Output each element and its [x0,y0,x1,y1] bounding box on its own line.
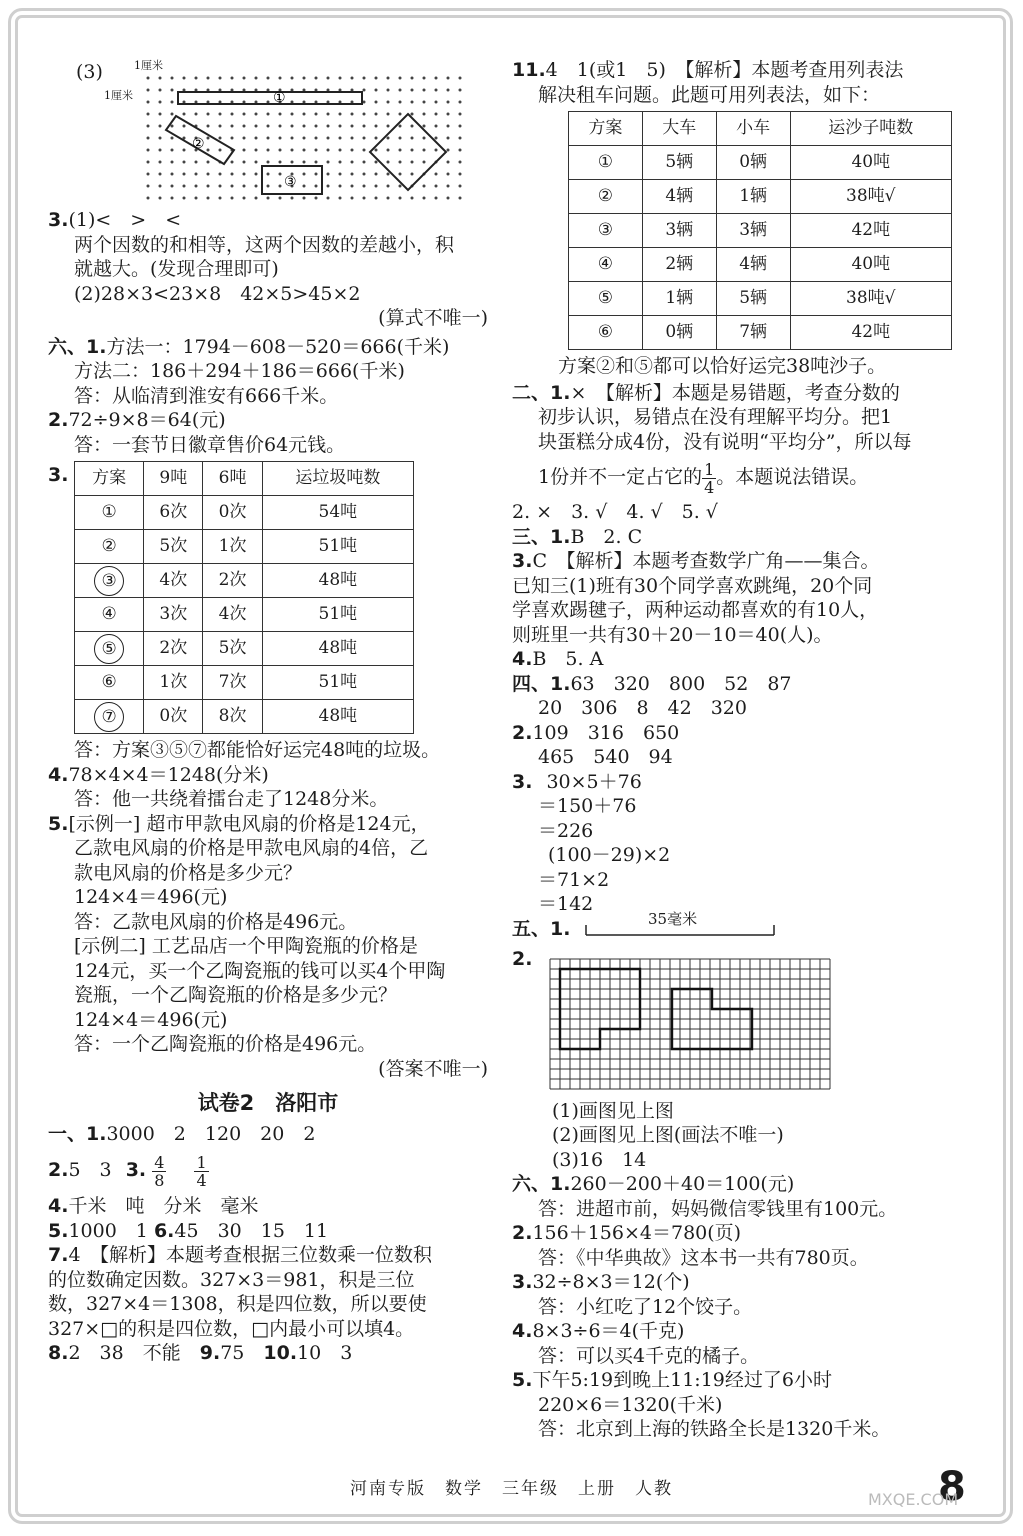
answer-line: 465 540 94 [538,746,673,768]
table-cell: 42吨 [790,316,951,350]
table-cell [75,632,144,666]
answer-line: 4.千米 吨 分米 毫米 [48,1195,259,1217]
answer-line: 答：进超市前，妈妈微信零钱里有100元。 [538,1197,898,1220]
answer-line: 4.B 5. A [512,648,604,670]
table-cell: 48吨 [262,700,413,734]
answer-line: 2. × 3. √ 4. √ 5. √ [512,501,718,523]
answer-line: 的位数确定因数。327×3＝981，积是三位 [48,1268,415,1291]
answer-line: 一、1.3000 2 120 20 2 [48,1122,316,1145]
question-number: 3. [48,464,69,486]
answer-line: 款电风扇的价格是多少元？ [74,861,303,884]
answer-line: ＝142 [538,893,594,915]
table-cell: 5次 [203,632,262,666]
answer-line: 两个因数的和相等，这两个因数的差越小，积 [74,233,455,256]
unit-label: 1厘米 [134,59,163,72]
table-cell: 48吨 [262,564,413,598]
table-cell: 51吨 [262,530,413,564]
table-cell: 2次 [203,564,262,598]
answer-note: (算式不唯一) [378,307,488,329]
table-cell: ⑥ [75,666,144,700]
table-cell: ④ [75,598,144,632]
table-row [569,180,952,214]
dot-grid-figure [48,58,488,208]
answer-line: 答：一套节日徽章售价64元钱。 [74,433,346,456]
fraction: $\frac{1}{4}$ [196,1152,207,1190]
table-cell: 0辆 [642,316,716,350]
table-cell: 48吨 [262,632,413,666]
answer-line: 答：乙款电风扇的价格是496元。 [74,910,358,933]
table-cell: 0辆 [716,146,790,180]
circled-plan: ⑤ [94,634,124,664]
question-number: 2. [512,947,533,970]
answer-line: 220×6＝1320(千米) [538,1393,723,1416]
answer-line: 答：一个乙陶瓷瓶的价格是496元。 [74,1033,377,1055]
table-header: 6吨 [203,462,262,496]
answer-line: 初步认识，易错点在没有理解平均分。把1 [538,406,893,428]
table-cell: 3次 [144,598,203,632]
table-header: 9吨 [144,462,203,496]
section-title: 试卷2 洛阳市 [197,1091,339,1115]
table-cell: 54吨 [262,496,413,530]
answer-line: 六、1.260－200＋40＝100(元) [512,1173,795,1195]
page-footer: 河南专版 数学 三年级 上册 人教 [350,1479,673,1499]
table-cell [75,700,144,734]
answer-line: 11.4 1(或1 5) 【解析】本题考查用列表法 [512,59,904,81]
table-cell: 42吨 [790,214,951,248]
answer-line: 答：从临清到淮安有666千米。 [74,384,339,407]
table-row [75,666,414,700]
answer-line: 答：小红吃了12个饺子。 [538,1295,753,1318]
table-cell: 40吨 [790,248,951,282]
circled-plan: ③ [94,566,124,596]
table-header-row [569,112,952,146]
table-cell: 0次 [203,496,262,530]
truck-table [568,111,952,350]
table-cell: 2辆 [642,248,716,282]
table-cell: 7次 [203,666,262,700]
table-cell: 6次 [144,496,203,530]
figure-label: ② [192,136,205,152]
answer-line: 5.[示例一] 超市甲款电风扇的价格是124元， [48,812,430,835]
answer-line: 1份并不一定占它的 $\frac{1}{4}$ 。本题说法错误。 [538,459,869,497]
table-header: 方案 [75,462,144,496]
table-row [75,564,414,598]
answer-line: 块蛋糕分成4份，没有说明“平均分”，所以每 [538,430,912,453]
answer-line: 4.8×3÷6＝4(千克) [512,1320,685,1342]
answer-line: (1)画图见上图 [552,1099,674,1122]
table-cell: 4次 [144,564,203,598]
answer-line: 327×□的积是四位数，□内最小可以填4。 [48,1317,415,1340]
table-cell: 51吨 [262,598,413,632]
answer-line: [示例二] 工艺品店一个甲陶瓷瓶的价格是 [74,935,418,957]
table-cell: 0次 [144,700,203,734]
answer-line: 3.32÷8×3＝12(个) [512,1271,690,1293]
circled-plan: ⑦ [94,702,124,732]
answer-line: 四、1.63 320 800 52 87 [512,672,792,695]
table-cell: 4辆 [716,248,790,282]
answer-line: 已知三(1)班有30个同学喜欢跳绳，20个同 [512,574,873,597]
answer-line: 答：方案③⑤⑦都能恰好运完48吨的垃圾。 [74,739,441,761]
table-cell: ⑥ [569,316,643,350]
table-cell: 1次 [203,530,262,564]
answer-line: (2)画图见上图(画法不唯一) [552,1124,784,1146]
grid-figure [512,947,967,1099]
table-cell: ② [569,180,643,214]
table-header: 小车 [716,112,790,146]
answer-line: 5.下午5:19到晚上11:19经过了6小时 [512,1369,832,1391]
answer-line: ＝71×2 [538,868,610,891]
table-cell: 5次 [144,530,203,564]
answer-line: 乙款电风扇的价格是甲款电风扇的4倍，乙 [74,837,429,859]
table-cell: 3辆 [716,214,790,248]
table-row [75,598,414,632]
table-cell: 4辆 [642,180,716,214]
answer-line: 124×4＝496(元) [74,886,228,908]
figure-label: ① [273,90,286,106]
page-number: 8 [938,1464,966,1510]
answer-line: 方法二：186＋294＋186＝666(千米) [74,360,405,382]
answer-line: 答：他一共绕着擂台走了1248分米。 [74,788,389,810]
answer-line: 4.78×4×4＝1248(分米) [48,763,269,786]
answer-line: 学喜欢踢毽子，两种运动都喜欢的有10人， [512,599,879,621]
answer-line: 则班里一共有30＋20－10＝40(人)。 [512,623,833,646]
table-cell: 5辆 [716,282,790,316]
answer-line: 8.2 38 不能 9.75 10.10 3 [48,1342,353,1364]
square-grid [542,951,842,1101]
table-cell: 1辆 [716,180,790,214]
answer-line: 2.5 3 3. $\frac{4}{8}$ $\frac{1}{4}$ [48,1152,207,1190]
table-cell: ② [75,530,144,564]
table-cell: 4次 [203,598,262,632]
fraction: $\frac{4}{8}$ [154,1152,165,1190]
table-row [75,632,414,666]
answer-line: 解决租车问题。此题可用列表法，如下： [538,83,881,106]
table-row [75,700,414,734]
question-label: (3) [76,61,103,83]
left-column [48,58,488,1366]
answer-line: 20 306 8 42 320 [538,697,747,719]
table-cell: 38吨√ [790,180,951,214]
table-cell: 1辆 [642,282,716,316]
right-column [512,58,967,1442]
answer-line: 瓷瓶，一个乙陶瓷瓶的价格是多少元？ [74,984,398,1006]
answer-line: (3)16 14 [552,1148,647,1171]
table-cell: 51吨 [262,666,413,700]
watermark: MXQE.COM [868,1490,959,1509]
table-row [75,496,414,530]
table-row [569,248,952,282]
table-cell [75,564,144,598]
answer-line: ＝226 [538,819,594,842]
answer-line: (2)28×3<23×8 42×5>45×2 [74,282,361,305]
fraction: $\frac{1}{4}$ [704,459,715,497]
ruler-line: 五、1. 35毫米 [512,917,967,943]
answer-line: 124×4＝496(元) [74,1008,228,1031]
table-row [75,530,414,564]
figure-label: ③ [284,174,297,190]
table-row [569,146,952,180]
answer-line: 答：北京到上海的铁路全长是1320千米。 [538,1418,891,1440]
table-row [569,214,952,248]
table-cell: ③ [569,214,643,248]
answer-line: 2.109 316 650 [512,721,680,744]
answer-line: 7.4 【解析】本题考查根据三位数乘一位数积 [48,1244,433,1266]
answer-line: 答：可以买4千克的橘子。 [538,1344,760,1367]
answer-line: ＝150＋76 [538,795,637,817]
table-header: 大车 [642,112,716,146]
table-cell: 3辆 [642,214,716,248]
table-row [569,316,952,350]
answer-line: 124元，买一个乙陶瓷瓶的钱可以买4个甲陶 [74,959,446,982]
answer-line: 三、1.B 2. C [512,525,643,548]
table-header-row [75,462,414,496]
answer-line: 5.1000 1 6.45 30 15 11 [48,1219,329,1242]
garbage-table-block [48,461,488,734]
dot-grid [48,58,468,208]
answer-line: 答：《中华典故》这本书一共有780页。 [538,1246,869,1269]
table-cell: 8次 [203,700,262,734]
table-cell: 2次 [144,632,203,666]
table-cell: 40吨 [790,146,951,180]
answer-line: 六、1.方法一：1794－608－520＝666(千米) [48,335,450,358]
answer-line: 方案②和⑤都可以恰好运完38吨沙子。 [558,355,887,377]
table-cell: 5辆 [642,146,716,180]
table-cell: ① [569,146,643,180]
answer-line: 2.72÷9×8＝64(元) [48,409,226,431]
answer-note: (答案不唯一) [378,1057,488,1080]
answer-line: 3.(1)< > < [48,209,182,231]
answer-line: 3. 30×5＋76 [512,770,642,793]
table-cell: ④ [569,248,643,282]
answer-line: 就越大。(发现合理即可) [74,258,279,280]
table-cell: 7辆 [716,316,790,350]
table-cell: ① [75,496,144,530]
answer-line: 2.156＋156×4＝780(页) [512,1222,742,1244]
table-cell: 1次 [144,666,203,700]
answer-line: 二、1.× 【解析】本题是易错题，考查分数的 [512,381,900,404]
table-cell: ⑤ [569,282,643,316]
table-row [569,282,952,316]
table-header: 运垃圾吨数 [262,462,413,496]
table-cell: 38吨√ [790,282,951,316]
table-header: 运沙子吨数 [790,112,951,146]
garbage-table [74,461,414,734]
answer-line: 3.C 【解析】本题考查数学广角——集合。 [512,550,880,572]
table-header: 方案 [569,112,643,146]
answer-line: (100－29)×2 [548,844,671,866]
ruler-label: 35毫米 [648,909,698,928]
unit-label: 1厘米 [104,89,133,102]
answer-line: 数，327×4＝1308，积是四位数，所以要使 [48,1293,427,1315]
